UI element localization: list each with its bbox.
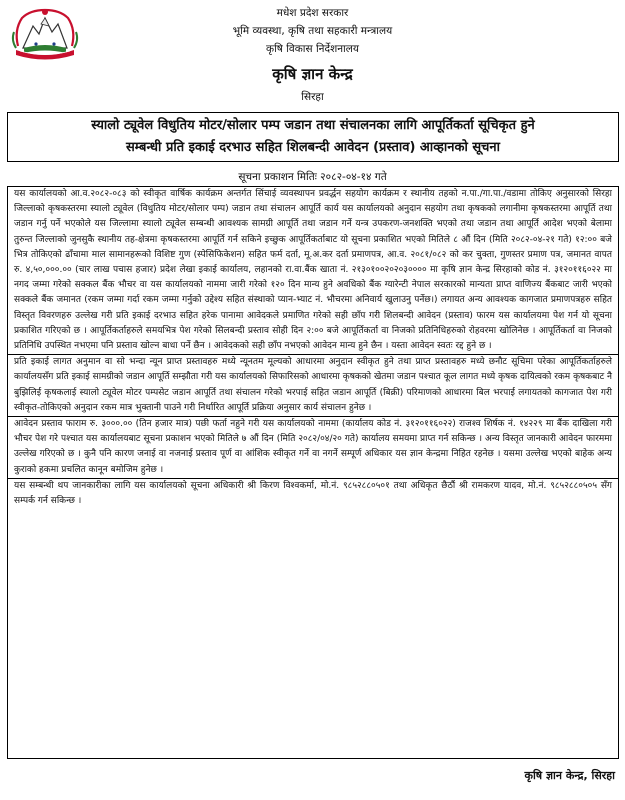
body-paragraph-1: यस कार्यालयको आ.व.२०८२-०८३ को स्वीकृत वार्षिक कार्यक्रम अन्तर्गत सिंचाई व्यवस्थापन प्रवर्द्धन सहयोग कार्यक्रम र स्थानीय तहको न.पा./गा.पा./वडामा तोकिए अनुसारको सिरहा जिल्लाको कृषकस्तरमा स्यालो ट्यूवेल (विधुतिय मोटर/सोलार पम्प) जडान तथा संचालन आपूर्ति कार्य यस कार्यालयको अनुदान सहयोग तथा कृषकको लगानीमा कृषकस्तरमा आपूर्ति तथा जडान गर्नु पर्ने भएकोले यस जिल्लामा स्यालो ट्यूवेल सम्बन्धी आवश्यक सामग्री आपूर्ति तथा जडान गर्ने यन्त्र उपकरण-जनशक्ति भएको तथा जडान तथा आपूर्ति आदेश भएको बेलामा तुरुन्त जिल्लाको जुनसुकै स्थानीय तह-क्षेत्रमा कृषकस्तरमा आपूर्ति गर्न सकिने इच्छुक आपूर्तिकर्ताबाट यो सूचना प्रकाशित भएको मितिले ८ औं दिन (मिति २०८२-०४-२१ गते) १२:०० बजे भित्र तोकिएको ढाँचामा माल सामानहरूको विशिष्ट गुण (स्पेसिफिकेशन) सहित फर्म दर्ता, मू.अ.कर दर्ता प्रमाणपत्र, आ.व. २०८१/०८२ को कर चुक्ता, गुणस्तर प्रमाण पत्र, जमानत वापत रु. ४,५०,०००.०० (चार लाख पचास हजार) प्रदेश लेखा इकाई कार्यालय, लहानको रा.वा.बैंक खाता नं. २१३०१००२०२०३०००० मा कृषि ज्ञान केन्द्र सिरहाको कोड नं. ३१२०११६०२२ मा नगद जम्मा गरेको सक्कल बैंक भौचर वा यस कार्यालयको नाममा जारी गरेको १२० दिन मान्य हुने अवधिको बैंक ग्यारेन्टी नेपाल सरकारको मान्यता प्राप्त वाणिज्य बैंकबाट जारी भएको सक्कले बैंक जमानत (रकम जम्मा गर्दा रकम जम्मा गर्नुको उद्देश्य सहित संस्थाको प्यान-भ्याट नं. भौचरमा अनिवार्य खुलाउनु पर्नेछ।) लगायत अन्य आवश्यक कागजात प्रमाणपत्रहरु सहित विस्तृत विवरणहरु उल्लेख गरी प्रति इकाई दरभाउ सहित हरेक पानामा आवेदकले प्रमाणित गरेको सही छाँप गरी शिलबन्दी आवेदन (प्रस्ताव) फारम यस कार्यालयमा पेश गर्न यो सूचना प्रकाशित गरिएको छ । आपूर्तिकर्ताहरुले समयभित्र पेश गरेको सिलबन्दी प्रस्ताव सोही दिन २:०० बजे आपूर्तिकर्ता वा निजको प्रतिनिधिहरुको रोहवरमा खोलिनेछ । आपूर्तिकर्ता वा निजको प्रतिनिधि उपस्थित नभएमा पनि प्रस्ताव खोल्न बाधा पर्ने छैन । आवेदकको सही छाँप नभएको आवेदन मान्य हुने छैन । यस्ता आवेदन स्वतः रद्द हुने छ ।	[8, 187, 618, 355]
body-paragraph-3: आवेदन प्रस्ताव फाराम रु. ३०००.०० (तिन हजार मात्र) पछी फर्ता नहुने गरी यस कार्यालयको नाममा (कार्यालय कोड नं. ३१२०११६०२२) राजश्व शिर्षक नं. १४२२९ मा बैंक दाखिला गरी भौचर पेश गरे पश्चात यस कार्यालयबाट सूचना प्रकाशन भएको मितिले ७ औं दिन (मिति २०८२/०४/२० गते) कार्यालय समयमा प्राप्त गर्न सकिन्छ । अन्य विस्तृत जानकारी आवेदन फारममा उल्लेख गरिएको छ । कुनै पनि कारण जनाई वा नजनाई प्रस्ताव पूर्ण वा आंशिक स्वीकृत गर्ने वा नगर्ने सम्पूर्ण अधिकार यस ज्ञान केन्द्रमा निहित रहनेछ । यसमा उल्लेख भएको बाहेक अन्य कुराको हकमा प्रचलित कानून बमोजिम हुनेछ ।	[8, 417, 618, 479]
notice-body	[7, 186, 619, 759]
notice-title-box	[7, 112, 619, 162]
body-paragraph-2: प्रति इकाई लागत अनुमान वा सो भन्दा न्यून प्राप्त प्रस्तावहरु मध्ये न्यूनतम मूल्यको आधारमा अनुदान स्वीकृत हुने तथा प्राप्त प्रस्तावहरु मध्ये छनौट सूचिमा परेका आपूर्तिकर्ताहरुले कार्यालयसँग प्रति इकाई सामग्रीको जडान आपूर्ति सम्झौता गरी यस कार्यालयको सिफारिसको आधारमा कृषकको खेतमा जडान पश्चात कूल लागत मध्ये कृषक दायित्वको रकम कृषकबाट नै बुझिलिई कृषकलाई स्यालो ट्यूवेल मोटर पम्पसेट जडान आपूर्ति तथा संचालन गरेको भरपाई सहित जडान आपूर्ति (बिक्री) परिमाणको आधारमा बिल भरपाई लगायतको कागजात पेश गरी स्वीकृत-तोकिएको अनुदान रकम मात्र भुक्तानी पाउने गरी निर्धारित आपूर्ति प्रक्रिया अनुसार कार्य संचालन हुनेछ ।	[8, 355, 618, 417]
body-paragraph-4: यस सम्बन्धी थप जानकारीका लागि यस कार्यालयको सूचना अधिकारी श्री किरण विश्वकर्मा, मो.नं. ९८५२८८०५०१ तथा अधिकृत छैठौं श्री रामकरण यादव, मो.नं. ९८५२८८०५०५ सँग सम्पर्क गर्न सकिन्छ ।	[14, 480, 612, 507]
publish-date: सूचना प्रकाशन मितिः २०८२-०४-१४ गते	[238, 171, 387, 183]
government-name: मधेश प्रदेश सरकार	[276, 7, 349, 19]
office-name: कृषि ज्ञान केन्द्र	[272, 65, 353, 83]
directorate-name: कृषि विकास निर्देशनालय	[266, 43, 359, 55]
ministry-name: भूमि व्यवस्था, कृषि तथा सहकारी मन्त्रालय	[232, 25, 393, 37]
notice-title-line-2: सम्बन्धी प्रति इकाई दरभाउ सहित शिलबन्दी आवेदन (प्रस्ताव) आव्हानको सूचना	[126, 140, 500, 155]
notice-title-line-1: स्यालो ट्यूवेल विधुतिय मोटर/सोलार पम्प जडान तथा संचालनका लागि आपूर्तिकर्ता सूचिकृत हुने	[91, 118, 535, 133]
district-name: सिरहा	[301, 91, 324, 103]
signature: कृषि ज्ञान केन्द्र, सिरहा	[524, 769, 615, 782]
